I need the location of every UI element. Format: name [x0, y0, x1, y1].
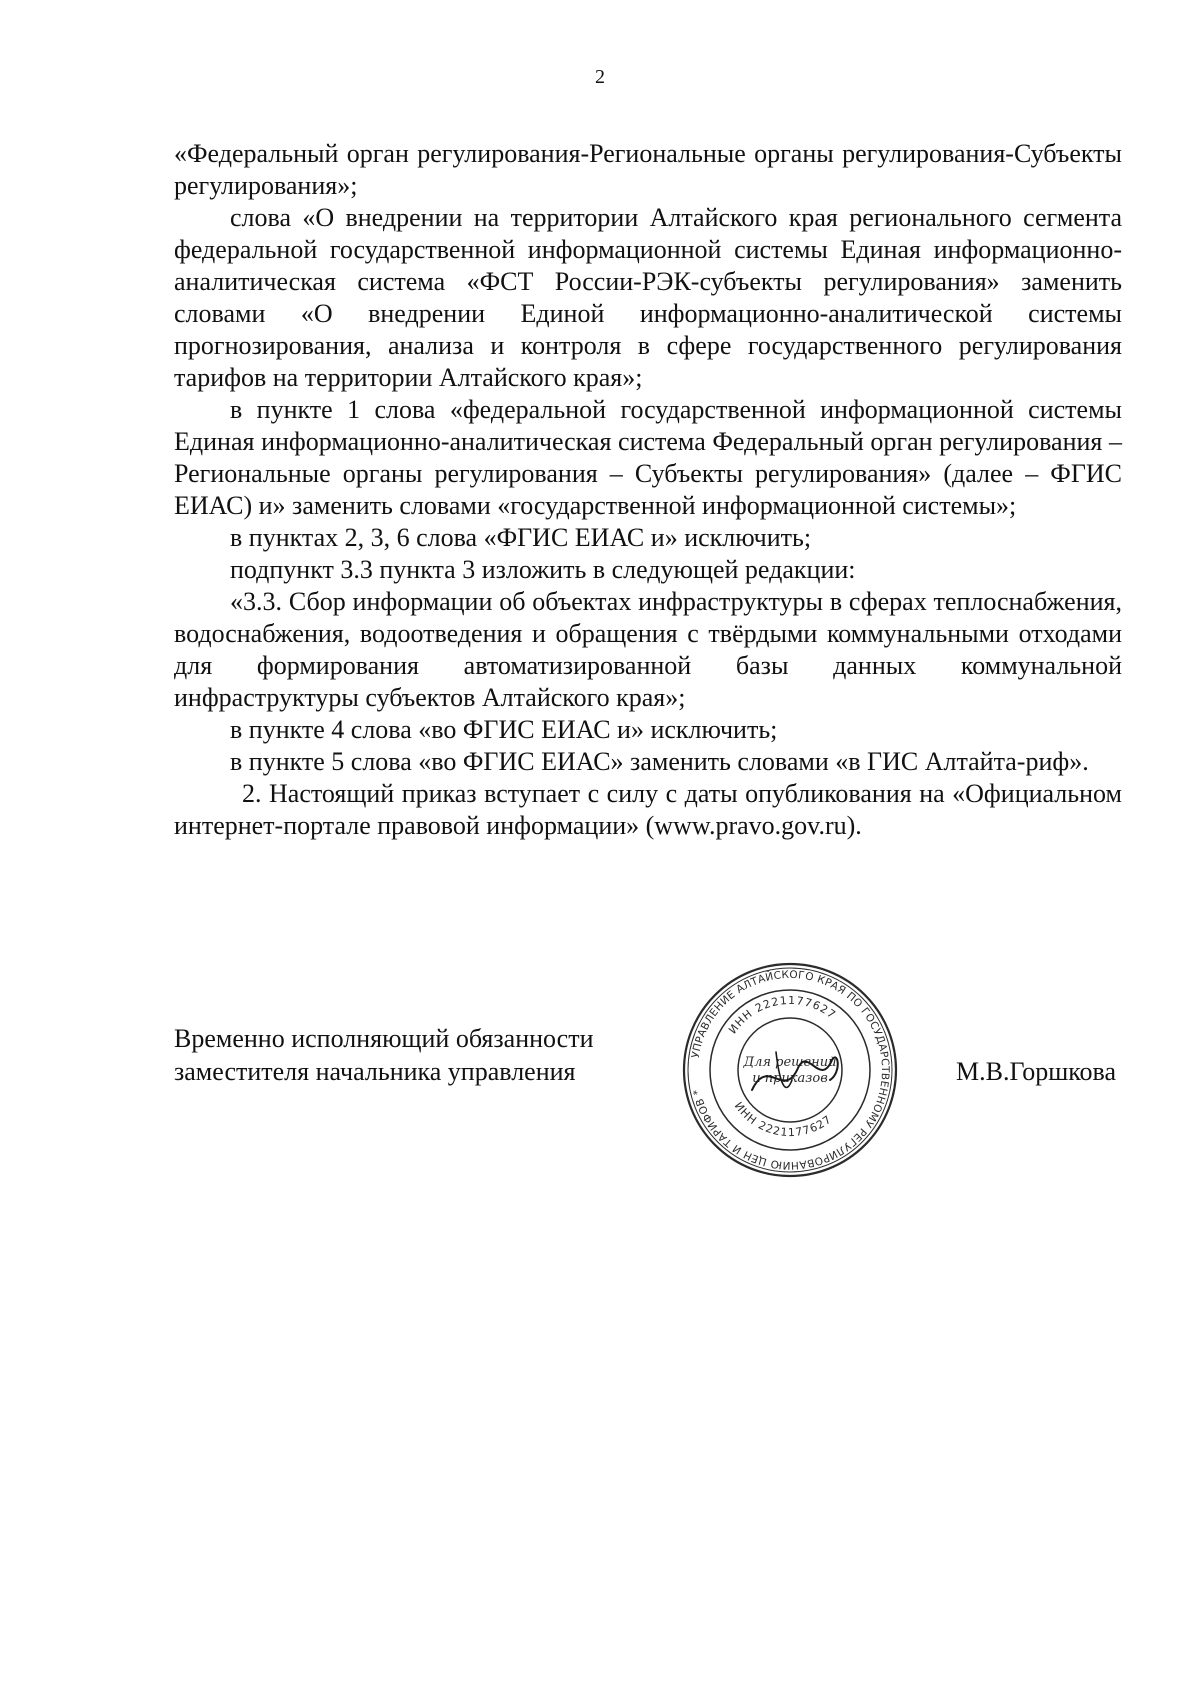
seal-graphic	[680, 960, 900, 1180]
signatory-position	[174, 1022, 594, 1088]
seal-inn-bottom: ИНН 2221177627	[731, 1099, 835, 1140]
body-paragraph: 2. Настоящий приказ вступает с силу с даты опубликования на «Официальном интернет-портале правовой информации» (www.pravo.gov.ru).	[174, 779, 1122, 840]
body-paragraph: подпункт 3.3 пункта 3 изложить в следующей редакции:	[230, 555, 856, 584]
body-paragraph: в пункте 1 слова «федеральной государственной информационной системы Единая информационно-аналитическая система Федеральный орган регулирования – Региональные органы регулирования – Субъекты регулирования» (далее – ФГИС ЕИАС) и» заменить словами «государственной информационной системы»;	[174, 395, 1122, 520]
seal-inner-text-1: Для решений	[743, 1055, 837, 1070]
seal-inner-text-2: и приказов	[752, 1071, 828, 1086]
svg-text:ИНН 2221177627	[732, 1100, 835, 1140]
seal-inn-top: ИНН 2221177627	[726, 993, 839, 1037]
body-paragraph: в пункте 4 слова «во ФГИС ЕИАС и» исключить;	[230, 715, 778, 744]
svg-text:ИНН 2221177627	[726, 994, 838, 1036]
seal-middle-ring	[710, 990, 870, 1150]
body-paragraph: «Федеральный орган регулирования-Региональные органы регулирования-Субъекты регулирования»;	[174, 139, 1122, 200]
body-paragraph: в пунктах 2, 3, 6 слова «ФГИС ЕИАС и» исключить;	[230, 523, 812, 552]
signatory-position-line2: заместителя начальника управления	[174, 1057, 576, 1086]
body-paragraph: в пункте 5 слова «во ФГИС ЕИАС» заменить словами «в ГИС Алтайта-риф».	[230, 747, 1089, 776]
body-paragraph: слова «О внедрении на территории Алтайского края регионального сегмента федеральной государственной информационной системы Единая информационно-аналитическая система «ФСТ России-РЭК-субъекты регулирования» заменить словами «О внедрении Единой информационно-аналитической системы прогнозирования, анализа и контроля в сфере государственного регулирования тарифов на территории Алтайского края»;	[174, 203, 1122, 392]
signatory-name: М.В.Горшкова	[955, 1057, 1116, 1086]
document-body	[174, 138, 1122, 842]
body-paragraph: «3.3. Сбор информации об объектах инфраструктуры в сферах теплоснабжения, водоснабжения, водоотведения и обращения с твёрдыми коммунальными отходами для формирования автоматизированной базы данных коммунальной инфраструктуры субъектов Алтайского края»;	[174, 587, 1122, 712]
seal-outer-text: УПРАВЛЕНИЕ АЛТАЙСКОГО КРАЯ ПО ГОСУДАРСТВЕННОМУ РЕГУЛИРОВАНИЮ ЦЕН И ТАРИФОВ *	[689, 968, 892, 1172]
page-number: 2	[595, 66, 605, 88]
signatory-position-line1: Временно исполняющий обязанности	[174, 1024, 594, 1053]
official-seal	[680, 960, 900, 1180]
seal-inner-ring	[738, 1018, 842, 1122]
